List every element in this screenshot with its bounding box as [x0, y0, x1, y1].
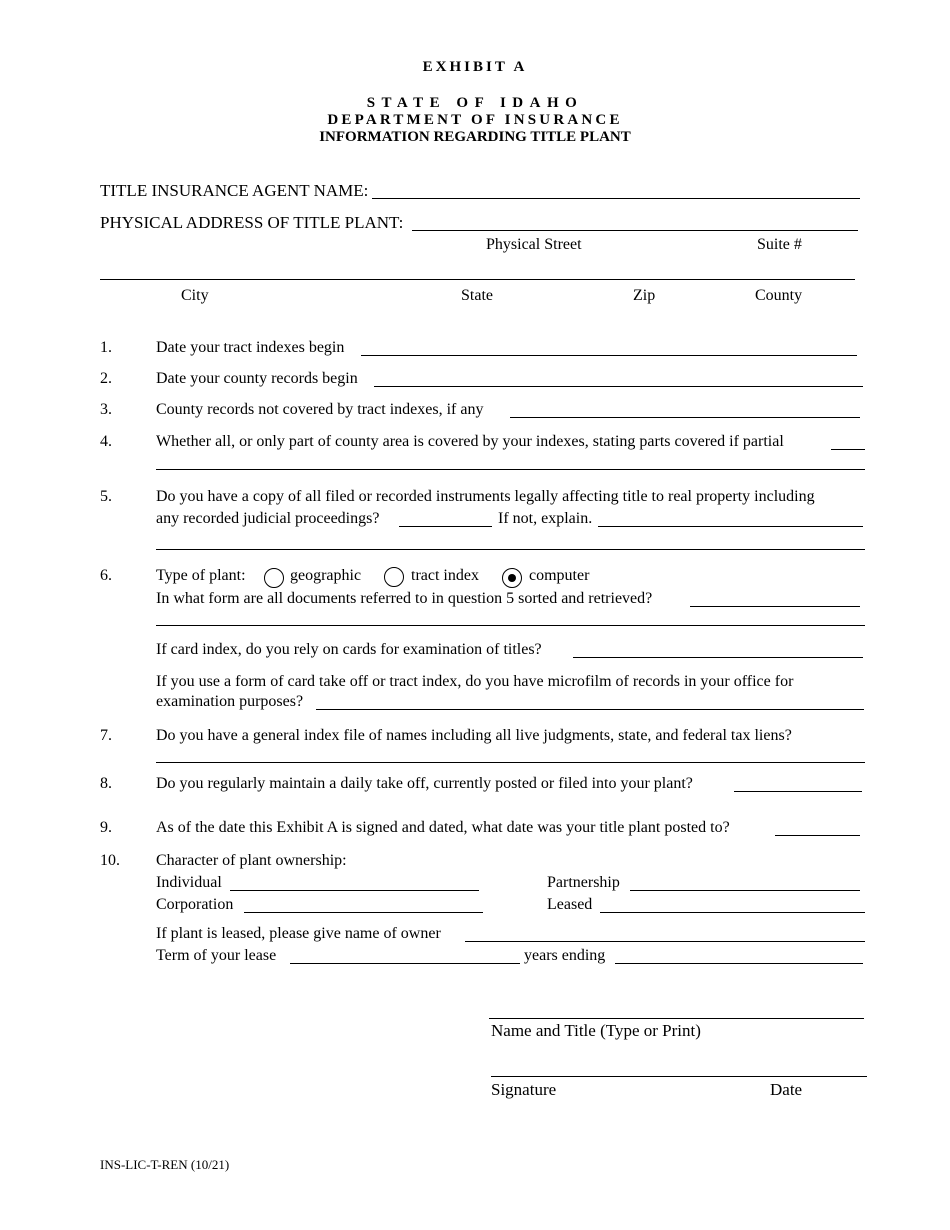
q3-text: County records not covered by tract indexes, if any — [156, 401, 484, 418]
q4-text: Whether all, or only part of county area is covered by your indexes, stating parts covered if partial — [156, 433, 784, 450]
q5-explain-label: If not, explain. — [498, 510, 593, 527]
q5-text-line2: any recorded judicial proceedings? — [156, 510, 380, 527]
individual-field[interactable] — [230, 890, 479, 891]
q9-text: As of the date this Exhibit A is signed and dated, what date was your title plant posted to? — [156, 819, 730, 836]
question-number: 10. — [100, 852, 120, 869]
q4-answer-line-2[interactable] — [156, 469, 865, 470]
name-title-caption: Name and Title (Type or Print) — [491, 1021, 701, 1040]
agent-name-field[interactable] — [372, 198, 860, 199]
question-number: 7. — [100, 727, 112, 744]
q3-answer-field[interactable] — [510, 417, 860, 418]
partnership-label: Partnership — [547, 874, 620, 891]
question-number: 4. — [100, 433, 112, 450]
question-number: 8. — [100, 775, 112, 792]
street-address-field[interactable] — [412, 230, 858, 231]
city-caption: City — [181, 287, 209, 304]
radio-computer[interactable] — [502, 568, 522, 588]
radio-geographic[interactable] — [264, 568, 284, 588]
radio-tract-index[interactable] — [384, 567, 404, 587]
partnership-field[interactable] — [630, 890, 860, 891]
q2-answer-field[interactable] — [374, 386, 863, 387]
form-id: INS-LIC-T-REN (10/21) — [100, 1157, 230, 1172]
q8-answer-field[interactable] — [734, 791, 862, 792]
option-label-computer: computer — [529, 567, 590, 584]
state-heading: STATE OF IDAHO — [366, 95, 584, 111]
question-number: 5. — [100, 488, 112, 505]
department-heading: DEPARTMENT OF INSURANCE — [327, 112, 623, 128]
corporation-field[interactable] — [244, 912, 483, 913]
term-label: Term of your lease — [156, 947, 277, 964]
owner-question: If plant is leased, please give name of owner — [156, 925, 441, 942]
county-caption: County — [755, 287, 803, 304]
form-subtitle: INFORMATION REGARDING TITLE PLANT — [319, 129, 631, 145]
leased-field[interactable] — [600, 912, 865, 913]
q8-text: Do you regularly maintain a daily take off, currently posted or filed into your plant? — [156, 775, 693, 792]
zip-caption: Zip — [633, 287, 656, 304]
q1-text: Date your tract indexes begin — [156, 339, 345, 356]
question-number: 2. — [100, 370, 112, 387]
date-caption: Date — [770, 1080, 803, 1099]
name-title-field[interactable] — [489, 1018, 864, 1019]
q1-answer-field[interactable] — [361, 355, 857, 356]
q6-microfilm-line1: If you use a form of card take off or tract index, do you have microfilm of records in your office for — [156, 673, 794, 690]
question-number: 1. — [100, 339, 112, 356]
q5-explain-line-2[interactable] — [156, 549, 865, 550]
option-label-geographic: geographic — [290, 567, 362, 584]
q5-text-line1: Do you have a copy of all filed or recorded instruments legally affecting title to real property including — [156, 488, 815, 505]
q6-type-label: Type of plant: — [156, 567, 246, 584]
q10-title: Character of plant ownership: — [156, 852, 347, 869]
city-state-zip-county-field[interactable] — [100, 279, 855, 280]
agent-name-label: TITLE INSURANCE AGENT NAME: — [100, 181, 369, 200]
suite-caption: Suite # — [757, 236, 802, 253]
q7-text: Do you have a general index file of names including all live judgments, state, and federal tax liens? — [156, 727, 792, 744]
leased-label: Leased — [547, 896, 593, 913]
address-label: PHYSICAL ADDRESS OF TITLE PLANT: — [100, 213, 404, 232]
years-ending-label: years ending — [524, 947, 606, 964]
lease-term-field[interactable] — [290, 963, 520, 964]
state-caption: State — [461, 287, 493, 304]
corporation-label: Corporation — [156, 896, 234, 913]
q6-form-question: In what form are all documents referred to in question 5 sorted and retrieved? — [156, 590, 653, 607]
q2-text: Date your county records begin — [156, 370, 358, 387]
q6-microfilm-answer-field[interactable] — [316, 709, 864, 710]
option-label-tract-index: tract index — [411, 567, 479, 584]
signature-field[interactable] — [491, 1076, 867, 1077]
q6-microfilm-line2: examination purposes? — [156, 693, 304, 710]
question-number: 9. — [100, 819, 112, 836]
signature-caption: Signature — [491, 1080, 557, 1099]
q6-form-answer-field[interactable] — [690, 606, 860, 607]
q5-explain-field[interactable] — [598, 526, 863, 527]
owner-name-field[interactable] — [465, 941, 865, 942]
q4-answer-field[interactable] — [831, 449, 865, 450]
q7-answer-field[interactable] — [156, 762, 865, 763]
question-number: 6. — [100, 567, 112, 584]
exhibit-title: EXHIBIT A — [422, 59, 528, 75]
q9-answer-field[interactable] — [775, 835, 860, 836]
years-ending-field[interactable] — [615, 963, 863, 964]
question-number: 3. — [100, 401, 112, 418]
q6-card-answer-field[interactable] — [573, 657, 863, 658]
individual-label: Individual — [156, 874, 222, 891]
q5-yes-no-field[interactable] — [399, 526, 492, 527]
q6-card-question: If card index, do you rely on cards for examination of titles? — [156, 641, 542, 658]
street-caption: Physical Street — [486, 236, 582, 253]
q6-form-answer-line-2[interactable] — [156, 625, 865, 626]
